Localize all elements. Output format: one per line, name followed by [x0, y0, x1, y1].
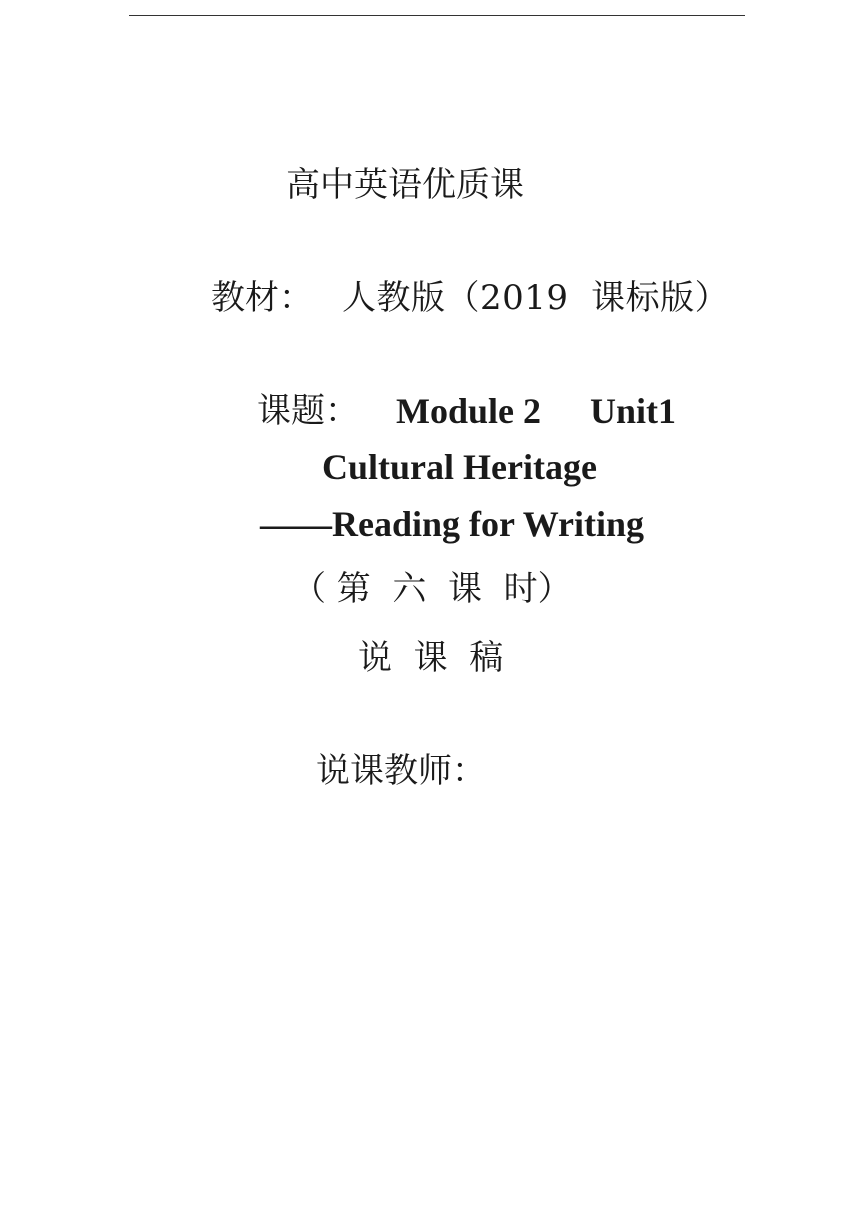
topic-title: Cultural Heritage	[322, 447, 597, 487]
topic-subtitle: ——Reading for Writing	[260, 504, 645, 544]
topic-label: 课题：	[257, 391, 359, 431]
topic-unit: Unit1	[590, 391, 677, 431]
header-rule	[129, 15, 745, 16]
topic-module: Module 2	[396, 391, 542, 431]
document-type: 说 课 稿	[358, 638, 504, 678]
textbook-value: 人教版（2019 课标版）	[342, 278, 730, 318]
teacher-label: 说课教师：	[316, 751, 486, 791]
textbook-label: 教材：	[211, 278, 313, 318]
lesson-period: （ 第 六 课 时）	[292, 569, 572, 609]
course-type-title: 高中英语优质课	[286, 165, 524, 205]
